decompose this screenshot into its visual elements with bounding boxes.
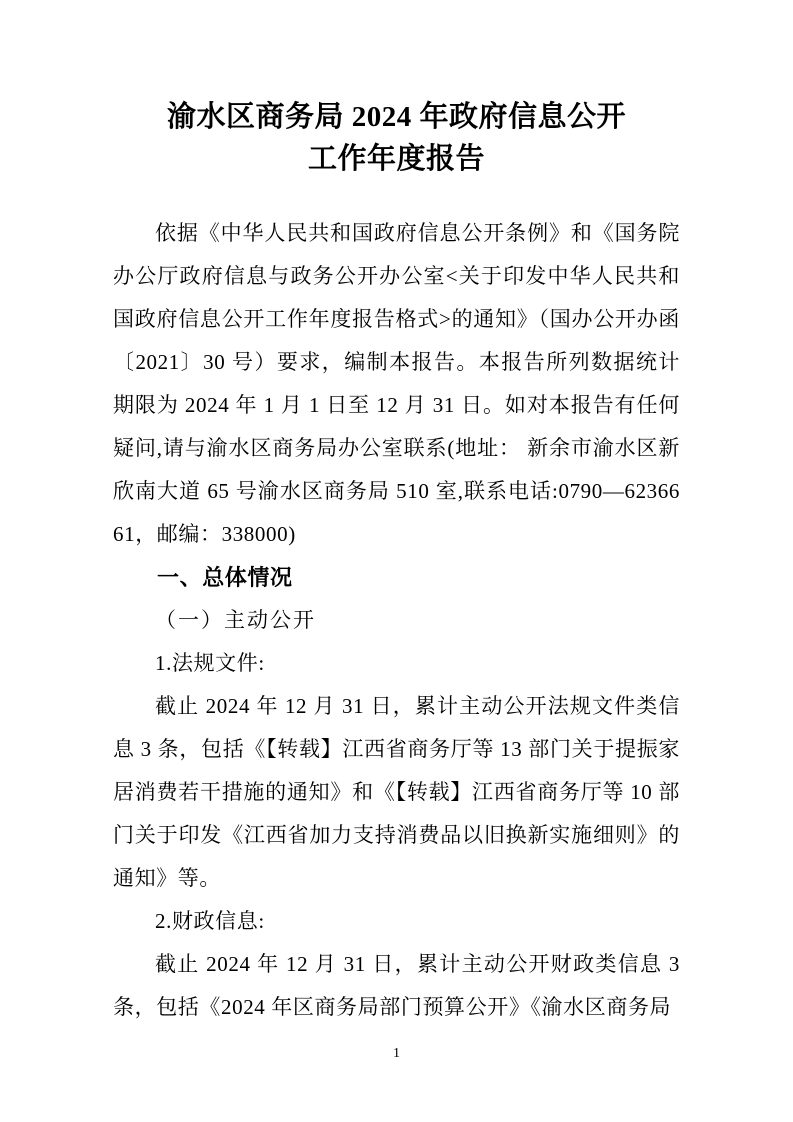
subsection-heading-active-disclosure: （一）主动公开 (155, 608, 316, 632)
document-title-line-2: 工作年度报告 (307, 143, 485, 175)
page-number: 1 (393, 1046, 400, 1061)
item-label-finance: 2.财政信息: (155, 909, 265, 933)
document-title-line-1: 渝水区商务局 2024 年政府信息公开 (166, 101, 626, 133)
section-heading-overall-situation: 一、总体情况 (157, 565, 293, 590)
regulations-paragraph: 截止 2024 年 12 月 31 日，累计主动公开法规文件类信息 3 条，包括《【转载】江西省商务厅等 13 部门关于提振家居消费若干措施的通知》和《【转载】江西省商务厅等 10 部门关于印发《江西省加力支持消费品以旧换新实施细则》的通知》等。 (113, 694, 680, 890)
finance-paragraph: 截止 2024 年 12 月 31 日，累计主动公开财政类信息 3 条，包括《2024 年区商务局部门预算公开》《渝水区商务局 (113, 952, 680, 1019)
document-title (113, 96, 680, 180)
intro-paragraph: 依据《中华人民共和国政府信息公开条例》和《国务院办公厅政府信息与政务公开办公室<关于印发中华人民共和国政府信息公开工作年度报告格式>的通知》（国办公开办函〔2021〕30 号）要求，编制本报告。本报告所列数据统计期限为 2024 年 1 月 1 日至 12 月 31 日。如对本报告有任何疑问,请与渝水区商务局办公室联系(地址： 新余市渝水区新欣南大道 65 号渝水区商务局 510 室,联系电话:0790—6236661，邮编：338000) (113, 221, 680, 546)
item-label-regulations: 1.法规文件: (155, 651, 265, 675)
